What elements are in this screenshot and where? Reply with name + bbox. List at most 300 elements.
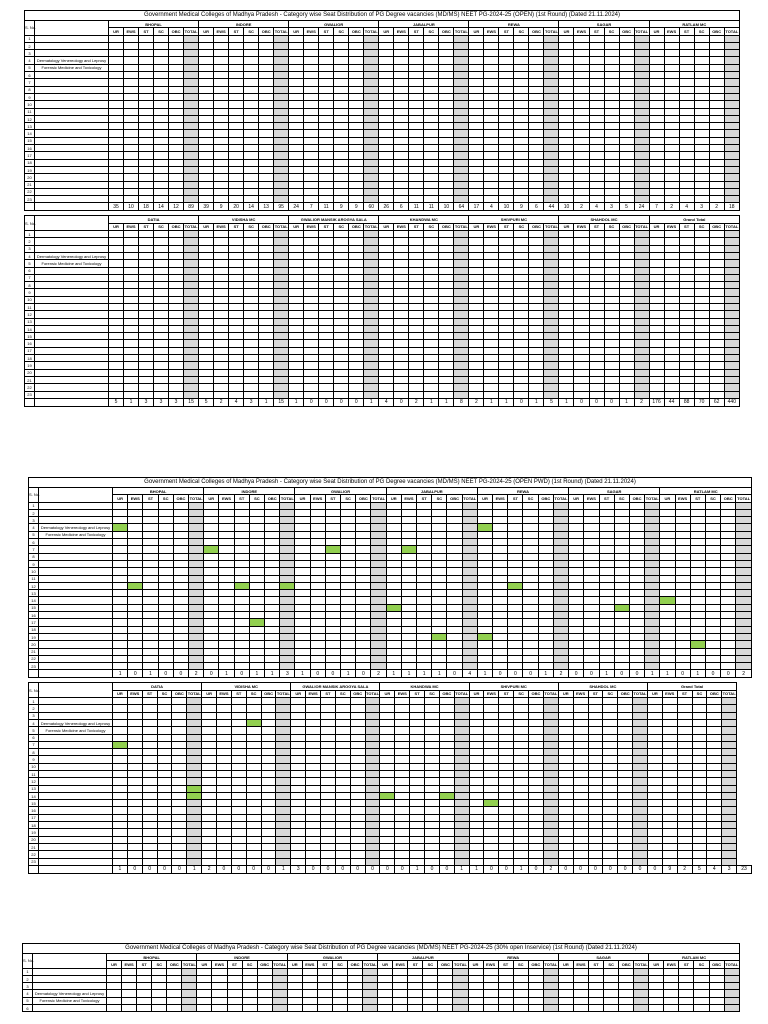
seat-cell — [469, 362, 484, 369]
seat-cell — [736, 531, 752, 538]
seat-cell — [184, 181, 199, 188]
seat-cell — [259, 376, 274, 383]
seat-cell — [679, 108, 694, 115]
seat-cell — [234, 612, 249, 619]
seat-cell — [394, 159, 409, 166]
row-number: 21 — [29, 648, 39, 655]
table-row — [25, 152, 740, 159]
seat-cell — [462, 517, 477, 524]
seat-cell — [394, 333, 409, 340]
subject-name: Forensic Medicine and Toxicology — [33, 997, 107, 1004]
seat-grid — [22, 953, 740, 1012]
seat-cell — [543, 792, 558, 799]
seat-cell — [664, 267, 679, 274]
seat-cell — [469, 267, 484, 274]
seat-cell — [462, 560, 477, 567]
seat-cell — [629, 655, 644, 662]
seat-cell — [184, 391, 199, 398]
seat-cell — [690, 648, 705, 655]
seat-cell — [408, 983, 423, 990]
category-header: EWS — [484, 690, 499, 697]
seat-cell — [694, 79, 709, 86]
seat-cell — [603, 734, 618, 741]
seat-cell — [394, 196, 409, 203]
seat-cell — [529, 159, 544, 166]
seat-cell — [154, 369, 169, 376]
seat-cell — [261, 734, 276, 741]
seat-cell — [721, 575, 736, 582]
seat-cell — [614, 509, 629, 516]
seat-cell — [109, 245, 124, 252]
seat-cell — [395, 763, 410, 770]
category-header: SC — [424, 223, 439, 230]
seat-cell — [335, 807, 350, 814]
seat-cell — [543, 851, 558, 858]
row-number: 21 — [25, 181, 35, 188]
seat-cell — [219, 619, 234, 626]
seat-cell — [356, 575, 371, 582]
seat-cell — [589, 50, 604, 57]
seat-cell — [529, 749, 544, 756]
subject-name — [35, 42, 109, 49]
seat-cell — [291, 858, 306, 865]
seat-cell — [204, 655, 219, 662]
table-row — [29, 612, 752, 619]
seat-cell — [469, 35, 484, 42]
seat-cell — [173, 663, 188, 670]
subject-name — [39, 509, 113, 516]
seat-cell — [109, 72, 124, 79]
table-row — [25, 42, 740, 49]
seat-cell — [439, 778, 454, 785]
seat-cell — [514, 756, 529, 763]
seat-cell — [724, 181, 739, 188]
seat-cell — [544, 391, 559, 398]
seat-cell — [187, 698, 202, 705]
seat-cell — [394, 282, 409, 289]
category-header: EWS — [394, 223, 409, 230]
seat-cell — [246, 836, 261, 843]
seat-cell — [589, 983, 604, 990]
seat-cell — [694, 123, 709, 130]
seat-cell — [447, 619, 462, 626]
seat-cell — [493, 568, 508, 575]
category-header: TOTAL — [274, 28, 288, 34]
seat-cell — [244, 282, 259, 289]
seat-cell — [365, 858, 380, 865]
college-name: BHOPAL — [109, 21, 199, 28]
seat-cell — [139, 145, 154, 152]
seat-cell — [634, 282, 649, 289]
seat-cell — [319, 362, 334, 369]
seat-cell — [633, 785, 648, 792]
seat-cell — [380, 814, 395, 821]
seat-cell — [462, 531, 477, 538]
seat-cell — [514, 778, 529, 785]
seat-cell — [705, 590, 720, 597]
seat-cell — [154, 318, 169, 325]
seat-cell — [124, 174, 139, 181]
seat-cell — [187, 749, 202, 756]
seat-cell — [424, 188, 439, 195]
seat-cell — [349, 174, 364, 181]
seat-cell — [202, 829, 217, 836]
seat-cell — [139, 238, 154, 245]
seat-cell — [173, 641, 188, 648]
seat-cell — [454, 260, 469, 267]
seat-cell — [364, 318, 379, 325]
seat-cell — [139, 296, 154, 303]
seat-cell — [410, 843, 425, 850]
seat-cell — [334, 188, 349, 195]
subject-name — [35, 159, 109, 166]
seat-cell — [157, 851, 172, 858]
seat-cell — [154, 174, 169, 181]
college-name: GWALIOR — [289, 21, 379, 28]
seat-cell — [246, 822, 261, 829]
seat-cell — [334, 130, 349, 137]
seat-cell — [113, 705, 128, 712]
seat-cell — [439, 296, 454, 303]
category-header: TOTAL — [737, 495, 751, 501]
seat-cell — [692, 727, 707, 734]
table-row — [25, 325, 740, 332]
seat-cell — [139, 318, 154, 325]
seat-cell — [599, 641, 614, 648]
seat-cell — [559, 145, 574, 152]
seat-cell — [603, 807, 618, 814]
seat-cell — [675, 641, 690, 648]
seat-cell — [425, 807, 440, 814]
seat-cell — [189, 568, 204, 575]
seat-cell — [173, 582, 188, 589]
category-header: ST — [499, 223, 514, 230]
seat-cell — [589, 108, 604, 115]
seat-cell — [508, 604, 523, 611]
seat-cell — [647, 814, 662, 821]
seat-cell — [514, 145, 529, 152]
college-name: VIDISHA MC — [202, 683, 291, 690]
seat-cell — [139, 93, 154, 100]
seat-cell — [679, 231, 694, 238]
seat-cell — [395, 719, 410, 726]
seat-cell — [187, 770, 202, 777]
category-header: OBC — [619, 28, 634, 35]
subject-name — [35, 245, 109, 252]
table-row — [25, 57, 740, 64]
total-value: 10 — [124, 203, 139, 211]
seat-cell — [604, 296, 619, 303]
seat-cell — [246, 814, 261, 821]
seat-cell — [332, 1005, 347, 1012]
seat-cell — [349, 376, 364, 383]
row-number: 9 — [29, 560, 39, 567]
seat-cell — [675, 568, 690, 575]
seat-cell — [724, 64, 739, 71]
seat-cell — [604, 347, 619, 354]
seat-cell — [662, 705, 677, 712]
seat-cell — [529, 166, 544, 173]
row-number: 5 — [29, 531, 39, 538]
seat-cell — [469, 289, 484, 296]
seat-cell — [514, 64, 529, 71]
seat-cell — [709, 325, 724, 332]
seat-cell — [394, 245, 409, 252]
seat-cell — [335, 843, 350, 850]
seat-cell — [212, 1005, 227, 1012]
seat-cell — [127, 712, 142, 719]
seat-cell — [544, 325, 559, 332]
seat-cell — [184, 86, 199, 93]
seat-cell — [462, 663, 477, 670]
seat-cell — [619, 975, 634, 982]
seat-cell — [662, 807, 677, 814]
category-header: ST — [690, 495, 705, 502]
table-row — [25, 196, 740, 203]
seat-cell — [543, 968, 558, 975]
seat-cell — [439, 333, 454, 340]
seat-cell — [574, 42, 589, 49]
seat-cell — [184, 340, 199, 347]
seat-cell — [409, 282, 424, 289]
seat-cell — [523, 531, 538, 538]
seat-cell — [379, 123, 394, 130]
seat-cell — [424, 57, 439, 64]
total-value: 1 — [276, 865, 291, 873]
seat-cell — [589, 333, 604, 340]
seat-cell — [724, 267, 739, 274]
seat-cell — [379, 238, 394, 245]
table-row — [23, 983, 740, 990]
seat-cell — [417, 517, 432, 524]
seat-cell — [574, 347, 589, 354]
subject-name — [39, 597, 113, 604]
seat-cell — [513, 975, 528, 982]
seat-cell — [664, 115, 679, 122]
row-number: 15 — [29, 800, 39, 807]
seat-cell — [558, 829, 573, 836]
seat-cell — [543, 698, 558, 705]
seat-cell — [306, 698, 321, 705]
seat-cell — [544, 282, 559, 289]
subject-name — [39, 800, 113, 807]
table-row — [25, 72, 740, 79]
seat-cell — [349, 64, 364, 71]
seat-cell — [349, 347, 364, 354]
seat-cell — [289, 362, 304, 369]
seat-cell — [724, 238, 739, 245]
seat-cell — [589, 311, 604, 318]
seat-cell — [724, 57, 739, 64]
seat-cell — [137, 1005, 152, 1012]
seat-cell — [588, 763, 603, 770]
total-value: 0 — [618, 865, 633, 873]
seat-cell — [169, 362, 184, 369]
seat-cell — [113, 741, 128, 748]
total-value: 1 — [265, 670, 280, 678]
seat-cell — [633, 851, 648, 858]
seat-cell — [371, 502, 386, 509]
seat-cell — [629, 612, 644, 619]
row-number: 1 — [25, 231, 35, 238]
seat-cell — [462, 604, 477, 611]
seat-cell — [574, 245, 589, 252]
seat-cell — [647, 756, 662, 763]
table-row — [25, 101, 740, 108]
seat-cell — [172, 763, 187, 770]
seat-cell — [694, 35, 709, 42]
total-value: 2 — [634, 398, 649, 406]
seat-cell — [424, 108, 439, 115]
seat-cell — [538, 546, 553, 553]
seat-cell — [694, 57, 709, 64]
seat-cell — [694, 93, 709, 100]
seat-cell — [304, 64, 319, 71]
total-value: 0 — [558, 865, 573, 873]
seat-cell — [529, 770, 544, 777]
seat-cell — [438, 968, 453, 975]
seat-cell — [364, 231, 379, 238]
seat-cell — [204, 568, 219, 575]
category-header: TOTAL — [463, 495, 477, 501]
seat-cell — [677, 778, 692, 785]
seat-cell — [229, 152, 244, 159]
seat-cell — [618, 741, 633, 748]
seat-cell — [212, 997, 227, 1004]
seat-cell — [319, 303, 334, 310]
seat-cell — [484, 318, 499, 325]
totals-row — [29, 865, 752, 873]
seat-cell — [395, 741, 410, 748]
seat-cell — [645, 612, 660, 619]
seat-cell — [172, 705, 187, 712]
seat-cell — [394, 231, 409, 238]
category-header: OBC — [356, 495, 371, 502]
seat-cell — [306, 712, 321, 719]
seat-cell — [599, 575, 614, 582]
seat-cell — [259, 123, 274, 130]
seat-cell — [493, 524, 508, 531]
seat-cell — [189, 509, 204, 516]
seat-cell — [543, 843, 558, 850]
seat-cell — [304, 137, 319, 144]
table-row — [25, 303, 740, 310]
seat-cell — [513, 997, 528, 1004]
row-number: 10 — [29, 763, 39, 770]
seat-cell — [319, 174, 334, 181]
seat-cell — [350, 851, 365, 858]
seat-cell — [454, 311, 469, 318]
seat-cell — [664, 968, 679, 975]
total-value: 0 — [721, 670, 736, 678]
seat-cell — [124, 152, 139, 159]
seat-cell — [664, 325, 679, 332]
seat-cell — [432, 539, 447, 546]
seat-cell — [722, 763, 737, 770]
seat-cell — [113, 619, 128, 626]
seat-cell — [409, 260, 424, 267]
seat-cell — [423, 1005, 438, 1012]
seat-cell — [202, 785, 217, 792]
seat-cell — [349, 101, 364, 108]
total-value: 15 — [274, 398, 289, 406]
seat-cell — [523, 517, 538, 524]
seat-cell — [499, 101, 514, 108]
seat-cell — [109, 86, 124, 93]
seat-cell — [365, 705, 380, 712]
seat-cell — [498, 997, 513, 1004]
seat-cell — [514, 50, 529, 57]
seat-cell — [395, 822, 410, 829]
seat-cell — [184, 231, 199, 238]
seat-cell — [184, 318, 199, 325]
seat-cell — [234, 663, 249, 670]
seat-cell — [158, 648, 173, 655]
seat-cell — [679, 42, 694, 49]
seat-cell — [484, 836, 499, 843]
seat-cell — [113, 836, 128, 843]
seat-cell — [619, 57, 634, 64]
seat-cell — [217, 800, 232, 807]
total-value: 26 — [379, 203, 394, 211]
seat-cell — [289, 340, 304, 347]
seat-cell — [709, 137, 724, 144]
category-header: EWS — [483, 961, 498, 968]
seat-cell — [409, 50, 424, 57]
seat-cell — [454, 347, 469, 354]
seat-cell — [244, 79, 259, 86]
seat-cell — [350, 712, 365, 719]
seat-cell — [574, 188, 589, 195]
seat-cell — [724, 35, 739, 42]
subject-name — [39, 612, 113, 619]
row-number: 6 — [25, 72, 35, 79]
seat-cell — [424, 245, 439, 252]
seat-cell — [142, 756, 157, 763]
seat-cell — [386, 568, 401, 575]
seat-cell — [276, 770, 291, 777]
seat-cell — [167, 997, 182, 1004]
seat-cell — [319, 376, 334, 383]
seat-cell — [182, 990, 197, 997]
seat-cell — [439, 822, 454, 829]
seat-cell — [529, 719, 544, 726]
seat-cell — [724, 245, 739, 252]
seat-cell — [574, 267, 589, 274]
seat-cell — [261, 785, 276, 792]
seat-cell — [647, 741, 662, 748]
seat-cell — [468, 997, 483, 1004]
seat-cell — [528, 975, 543, 982]
seat-cell — [249, 568, 264, 575]
seat-cell — [199, 50, 214, 57]
seat-cell — [618, 770, 633, 777]
seat-cell — [664, 196, 679, 203]
seat-cell — [553, 641, 568, 648]
category-header: OBC — [439, 223, 454, 230]
seat-cell — [289, 145, 304, 152]
category-header: UR — [569, 495, 584, 502]
seat-cell — [484, 719, 499, 726]
seat-cell — [261, 778, 276, 785]
seat-cell — [709, 72, 724, 79]
category-header: EWS — [574, 28, 589, 35]
seat-cell — [499, 814, 514, 821]
seat-cell — [558, 822, 573, 829]
seat-cell — [154, 362, 169, 369]
seat-cell — [662, 734, 677, 741]
seat-cell — [721, 517, 736, 524]
